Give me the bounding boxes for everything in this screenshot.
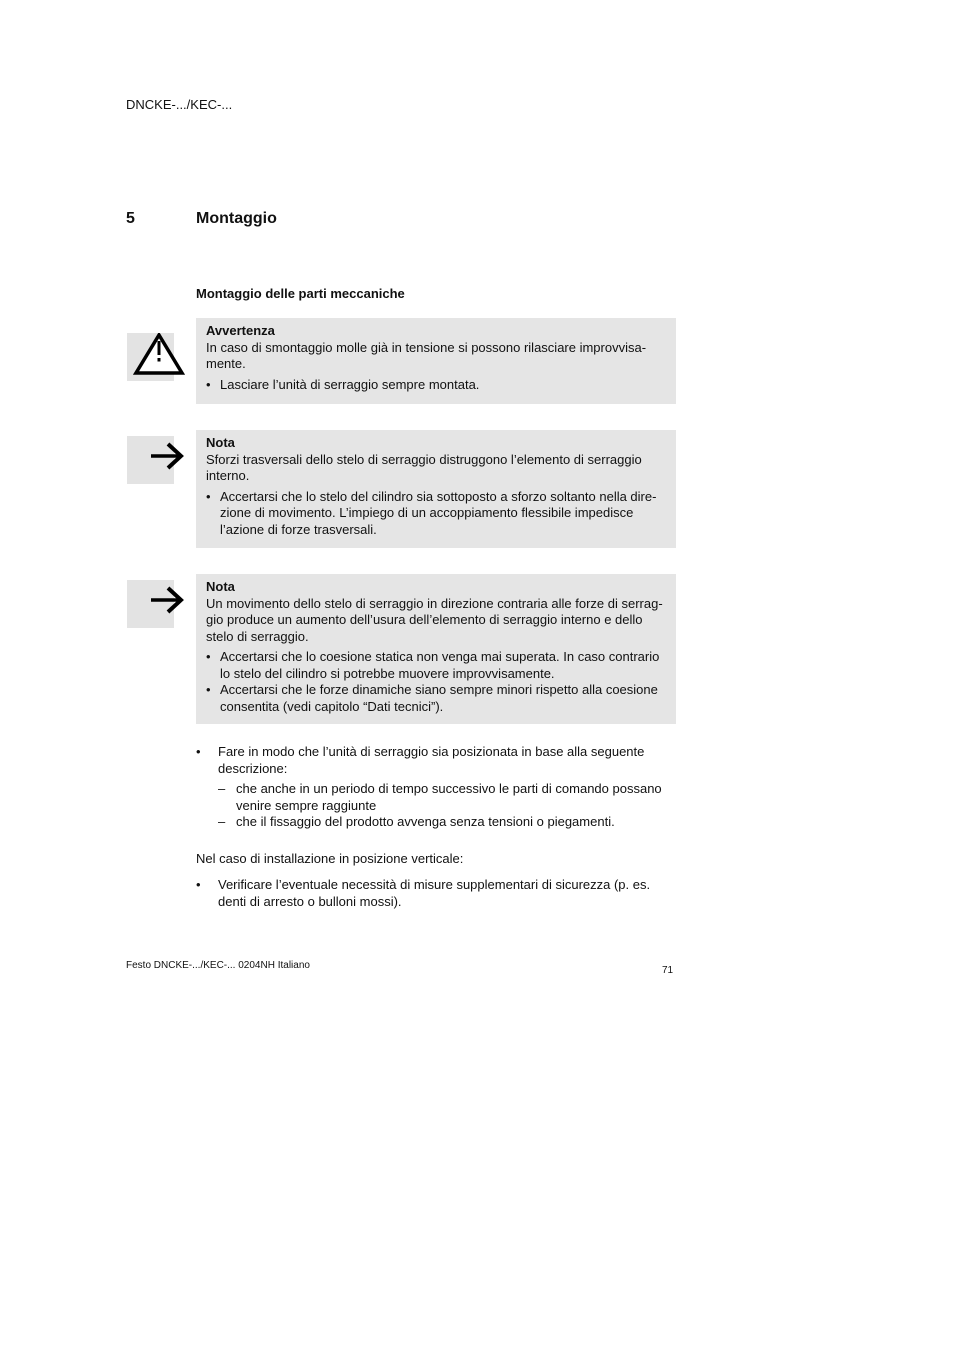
instruction-bullet: • Verificare l’eventuale necessità di misure supplementari di sicurezza (p. es. denti di arresto o bulloni mossi).	[196, 877, 676, 910]
note1-title: Nota	[206, 435, 235, 450]
warning-triangle-icon	[127, 333, 187, 381]
note2-bullet: • Accertarsi che lo coesione statica non venga mai superata. In caso contrario lo stelo del cilindro si potrebbe muovere improvvisamente.	[206, 649, 666, 682]
warning-text: In caso di smontaggio molle già in tensione si possono rilasciare improvvisa-mente.	[206, 339, 647, 371]
warning-notice	[196, 318, 676, 404]
note2-text: Un movimento dello stelo di serraggio in direzione contraria alle forze di serrag-gio produce un aumento dell’usura dell’elemento di serraggio interno e dello stelo di serraggio.	[206, 595, 663, 644]
note2-notice	[196, 574, 676, 724]
section-number: 5	[126, 210, 135, 227]
subheading: Montaggio delle parti meccaniche	[196, 286, 405, 301]
footer-text: Festo DNCKE-.../KEC-... 0204NH Italiano	[126, 960, 310, 971]
page-number: 71	[662, 965, 674, 976]
instruction-bullet: • Fare in modo che l’unità di serraggio sia posizionata in base alla seguente descrizione:	[196, 744, 676, 777]
section-title: Montaggio	[196, 210, 277, 227]
warning-bullet: • Lasciare l’unità di serraggio sempre montata.	[206, 377, 666, 394]
dash-item: – che anche in un periodo di tempo successivo le parti di comando possano venire sempre raggiunte	[218, 781, 676, 814]
arrow-right-icon	[127, 580, 187, 628]
instructions	[196, 744, 676, 831]
note1-notice	[196, 430, 676, 548]
note1-text: Sforzi trasversali dello stelo di serraggio distruggono l’elemento di serraggio interno.	[206, 451, 642, 483]
dash-item: – che il fissaggio del prodotto avvenga senza tensioni o piegamenti.	[218, 814, 676, 831]
note2-title: Nota	[206, 579, 235, 594]
document-header: DNCKE-.../KEC-...	[126, 97, 233, 112]
arrow-right-icon	[127, 436, 187, 484]
vertical-install-intro: Nel caso di installazione in posizione verticale:	[196, 851, 464, 866]
note1-bullets	[206, 489, 666, 539]
instruction-dash-list	[218, 781, 676, 831]
warning-title: Avvertenza	[206, 323, 275, 338]
note1-bullet: • Accertarsi che lo stelo del cilindro sia sottoposto a sforzo soltanto nella dire-zione di movimento. L’impiego di un accoppiamento flessibile impedisce l’azione di forze trasversali.	[206, 489, 666, 539]
note2-bullet: • Accertarsi che le forze dinamiche siano sempre minori rispetto alla coesione consentita (vedi capitolo “Dati tecnici”).	[206, 682, 666, 715]
warning-icon-box	[127, 333, 174, 381]
note1-icon-box	[127, 436, 174, 484]
vertical-install-block	[196, 877, 676, 910]
note2-bullets	[206, 649, 666, 715]
warning-bullets	[206, 377, 666, 394]
note2-icon-box	[127, 580, 174, 628]
